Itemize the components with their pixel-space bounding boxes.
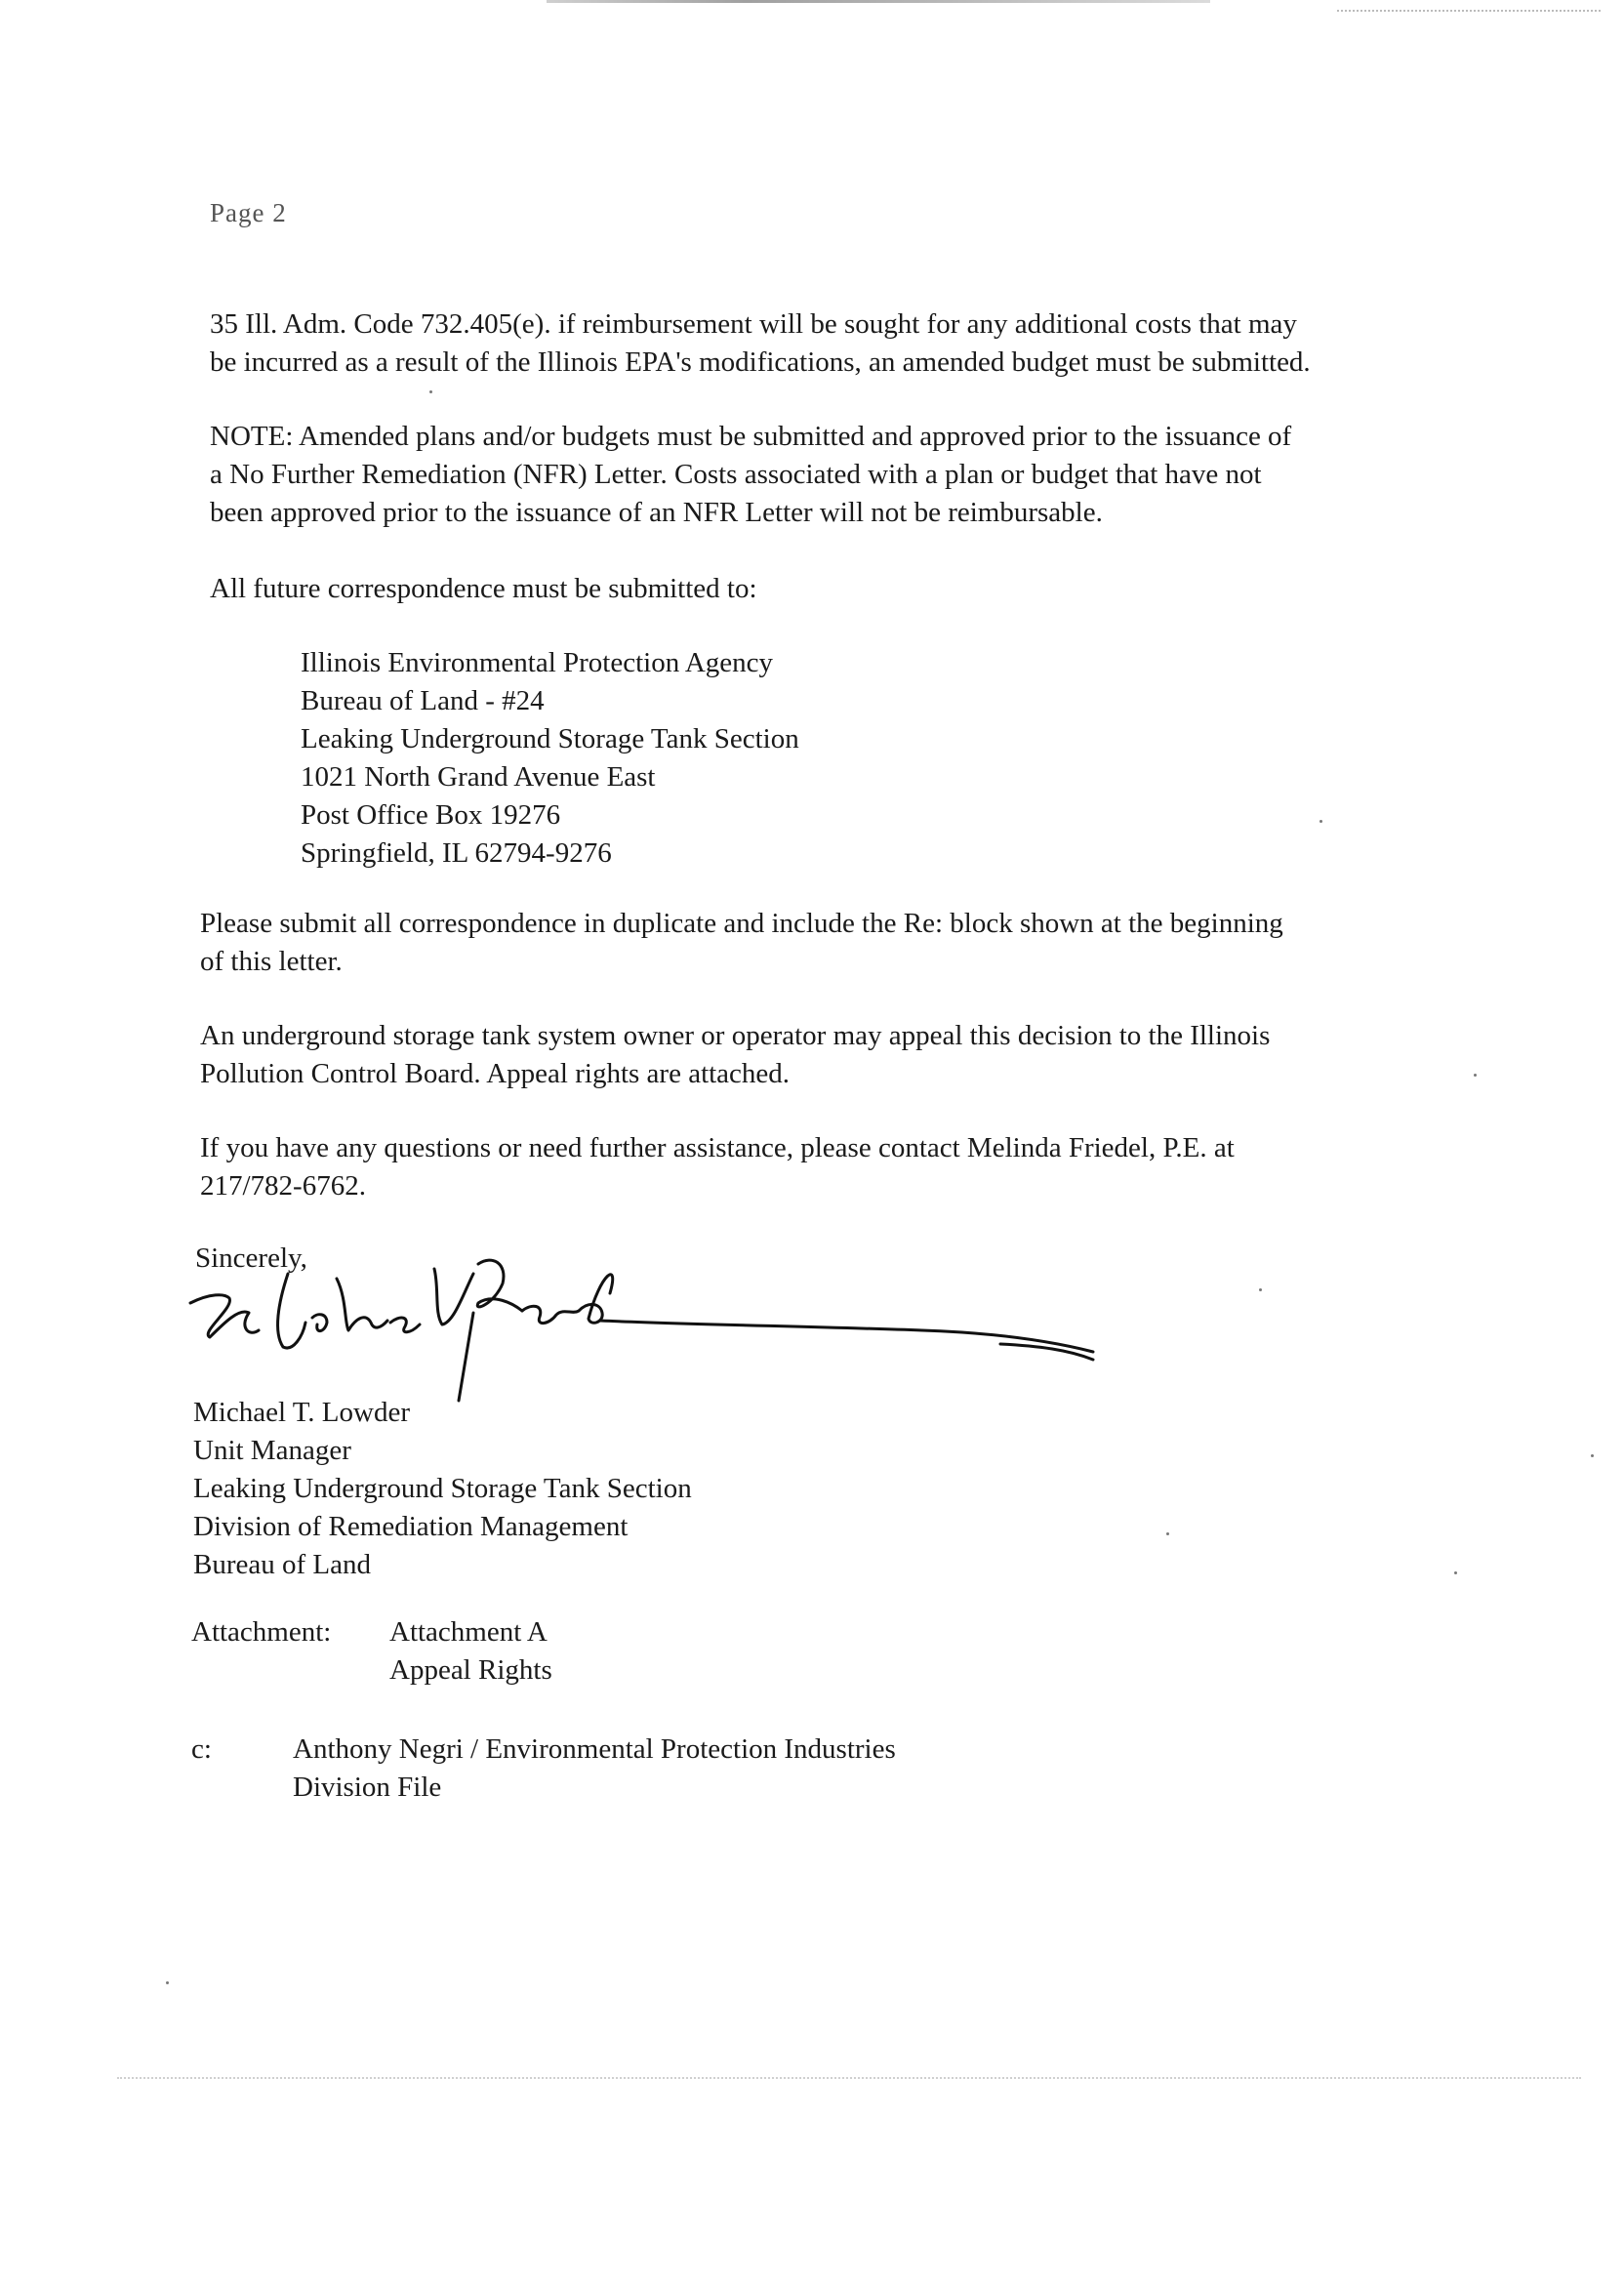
cc-item: Anthony Negri / Environmental Protection Industries xyxy=(293,1733,896,1765)
cc-list xyxy=(293,1731,896,1807)
scan-artifact-top xyxy=(547,0,1210,3)
signer-block xyxy=(193,1394,692,1584)
paragraph-correspondence: All future correspondence must be submitted to: xyxy=(210,573,757,604)
paragraph-line: been approved prior to the issuance of an NFR Letter will not be reimbursable. xyxy=(210,497,1103,528)
address-line: Springfield, IL 62794-9276 xyxy=(301,837,612,869)
paragraph-line: 217/782-6762. xyxy=(200,1170,366,1202)
paragraph-line: Pollution Control Board. Appeal rights are attached. xyxy=(200,1058,791,1089)
signer-name: Michael T. Lowder xyxy=(193,1397,410,1428)
paragraph-duplicate xyxy=(200,905,1283,981)
scan-speck xyxy=(1454,1571,1457,1574)
signer-title: Unit Manager xyxy=(193,1435,351,1466)
paragraph-line: If you have any questions or need further assistance, please contact Melinda Friedel, P.E. at xyxy=(200,1132,1235,1163)
attachment-item: Attachment A xyxy=(389,1616,548,1648)
attachment-item: Appeal Rights xyxy=(389,1654,552,1686)
paragraph-line: An underground storage tank system owner or operator may appeal this decision to the Illinois xyxy=(200,1020,1271,1051)
address-line: Leaking Underground Storage Tank Section xyxy=(301,723,799,754)
scan-speck xyxy=(1320,820,1322,823)
signer-division: Division of Remediation Management xyxy=(193,1511,629,1542)
page-number: Page 2 xyxy=(210,198,287,227)
paragraph-appeal xyxy=(200,1017,1270,1093)
attachment-label: Attachment: xyxy=(191,1616,332,1648)
paragraph-line: of this letter. xyxy=(200,946,343,977)
address-line: Illinois Environmental Protection Agency xyxy=(301,647,774,678)
address-line: 1021 North Grand Avenue East xyxy=(301,761,656,793)
paragraph-line: Please submit all correspondence in duplicate and include the Re: block shown at the beginning xyxy=(200,908,1283,939)
scan-speck xyxy=(1259,1288,1262,1291)
scan-speck xyxy=(1166,1532,1169,1535)
address-line: Post Office Box 19276 xyxy=(301,799,561,831)
closing-salutation: Sincerely, xyxy=(195,1243,307,1274)
paragraph-line: a No Further Remediation (NFR) Letter. Costs associated with a plan or budget that have not xyxy=(210,459,1262,490)
signer-bureau: Bureau of Land xyxy=(193,1549,371,1580)
paragraph-line: 35 Ill. Adm. Code 732.405(e). if reimbursement will be sought for any additional costs that may xyxy=(210,308,1297,340)
address-line: Bureau of Land - #24 xyxy=(301,685,545,716)
mailing-address xyxy=(301,644,799,873)
paragraph-note xyxy=(210,418,1291,532)
scan-speck xyxy=(1591,1454,1594,1457)
scan-artifact-top-right xyxy=(1337,10,1601,14)
scan-artifact-bottom xyxy=(117,2077,1581,2081)
scan-speck xyxy=(429,390,432,393)
cc-item: Division File xyxy=(293,1772,442,1803)
signer-section: Leaking Underground Storage Tank Section xyxy=(193,1473,692,1504)
attachment-list xyxy=(389,1613,552,1690)
paragraph-reimbursement xyxy=(210,306,1311,382)
scan-speck xyxy=(166,1981,169,1984)
paragraph-line: NOTE: Amended plans and/or budgets must be submitted and approved prior to the issuance of xyxy=(210,421,1292,452)
scan-speck xyxy=(1474,1074,1477,1077)
paragraph-contact xyxy=(200,1129,1235,1205)
paragraph-line: be incurred as a result of the Illinois EPA's modifications, an amended budget must be submitted. xyxy=(210,346,1311,378)
cc-label: c: xyxy=(191,1733,212,1765)
